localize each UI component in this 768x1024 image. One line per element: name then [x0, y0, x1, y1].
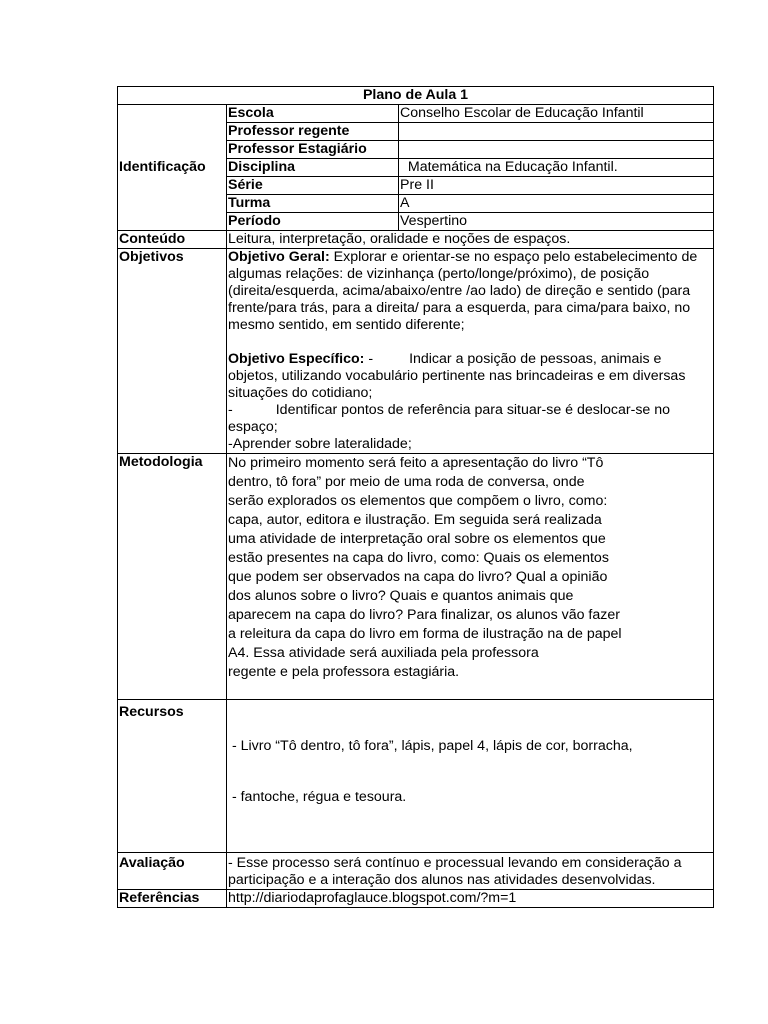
referencias-link[interactable]: http://diariodaprofaglauce.blogspot.com/?m=1	[227, 890, 714, 908]
metodologia-line: capa, autor, editora e ilustração. Em seguida será realizada	[228, 512, 602, 528]
escola-label: Escola	[227, 105, 399, 123]
objetivo-especifico-dash: -	[364, 351, 374, 367]
objetivos-label: Objetivos	[118, 249, 227, 454]
objetivos-row	[118, 249, 714, 454]
conteudo-text: Leitura, interpretação, oralidade e noções de espaços.	[227, 231, 714, 249]
metodologia-line: regente e pela professora estagiária.	[228, 664, 460, 680]
title-row	[118, 87, 714, 105]
periodo-label: Período	[227, 213, 399, 231]
periodo-value: Vespertino	[399, 213, 714, 231]
objetivos-content	[227, 249, 714, 454]
objetivo-item-2-dash: -	[228, 402, 233, 418]
objetivo-geral-label: Objetivo Geral:	[228, 249, 330, 265]
recursos-content	[227, 700, 714, 853]
metodologia-content	[227, 454, 714, 700]
metodologia-line: a releitura da capa do livro em forma de ilustração na de papel	[228, 626, 622, 642]
metodologia-line: serão explorados os elementos que compõem o livro, como:	[228, 493, 608, 509]
disciplina-label: Disciplina	[227, 159, 399, 177]
lesson-plan-table	[117, 86, 714, 908]
avaliacao-row	[118, 853, 714, 890]
objetivo-especifico-text: Indicar a posição de pessoas, animais e objetos, utilizando vocabulário pertinente nas brincadeiras e em diversas situações do cotidiano;	[228, 351, 686, 401]
escola-value: Conselho Escolar de Educação Infantil	[399, 105, 714, 123]
metodologia-line: que podem ser observados na capa do livro? Qual a opinião	[228, 569, 608, 585]
recursos-row	[118, 700, 714, 853]
professor-regente-value	[399, 123, 714, 141]
metodologia-line: uma atividade de interpretação oral sobre os elementos que	[228, 531, 606, 547]
professor-estagiario-value	[399, 141, 714, 159]
conteudo-row	[118, 231, 714, 249]
objetivo-especifico	[228, 351, 712, 402]
metodologia-line: dentro, tô fora” por meio de uma roda de conversa, onde	[228, 474, 585, 490]
recursos-line: - Livro “Tô dentro, tô fora”, lápis, papel 4, lápis de cor, borracha,	[228, 738, 633, 754]
professor-regente-label: Professor regente	[227, 123, 399, 141]
metodologia-row	[118, 454, 714, 700]
metodologia-line: A4. Essa atividade será auxiliada pela professora	[228, 645, 539, 661]
objetivo-item-3: -Aprender sobre lateralidade;	[228, 436, 412, 452]
metodologia-line: dos alunos sobre o livro? Quais e quantos animais que	[228, 588, 574, 604]
serie-value: Pre II	[399, 177, 714, 195]
conteudo-label: Conteúdo	[118, 231, 227, 249]
objetivo-geral-text: Explorar e orientar-se no espaço pelo estabelecimento de algumas relações: de vizinhança (perto/longe/próximo), de posição (direita/esquerda, acima/abaixo/entre /ao lado) de direção e sentido (para frente/para trás, para a direita/ para a esquerda, para cima/para baixo, no mesmo sentido, em sentido diferente;	[228, 249, 698, 333]
metodologia-line: No primeiro momento será feito a apresentação do livro “Tô	[228, 455, 604, 471]
identificacao-label: Identificação	[118, 105, 227, 231]
disciplina-value: Matemática na Educação Infantil.	[399, 159, 714, 177]
objetivo-geral	[228, 249, 712, 334]
serie-label: Série	[227, 177, 399, 195]
plan-title: Plano de Aula 1	[118, 87, 714, 105]
avaliacao-label: Avaliação	[118, 853, 227, 890]
objetivo-item-2	[228, 402, 712, 436]
objetivo-item-2-text: Identificar pontos de referência para situar-se é deslocar-se no espaço;	[228, 402, 671, 435]
recursos-line: - fantoche, régua e tesoura.	[228, 789, 407, 805]
referencias-label: Referências	[118, 890, 227, 908]
turma-label: Turma	[227, 195, 399, 213]
professor-estagiario-label: Professor Estagiário	[227, 141, 399, 159]
referencias-row	[118, 890, 714, 908]
recursos-label: Recursos	[118, 700, 227, 853]
objetivo-especifico-label: Objetivo Específico:	[228, 351, 365, 367]
metodologia-line: estão presentes na capa do livro, como: Quais os elementos	[228, 550, 609, 566]
paragraph-gap	[228, 334, 712, 351]
turma-value: A	[399, 195, 714, 213]
avaliacao-text: - Esse processo será contínuo e processual levando em consideração a participação e a interação dos alunos nas atividades desenvolvidas.	[227, 853, 714, 890]
id-row-escola	[118, 105, 714, 123]
metodologia-line: aparecem na capa do livro? Para finalizar, os alunos vão fazer	[228, 607, 620, 623]
metodologia-label: Metodologia	[118, 454, 227, 700]
